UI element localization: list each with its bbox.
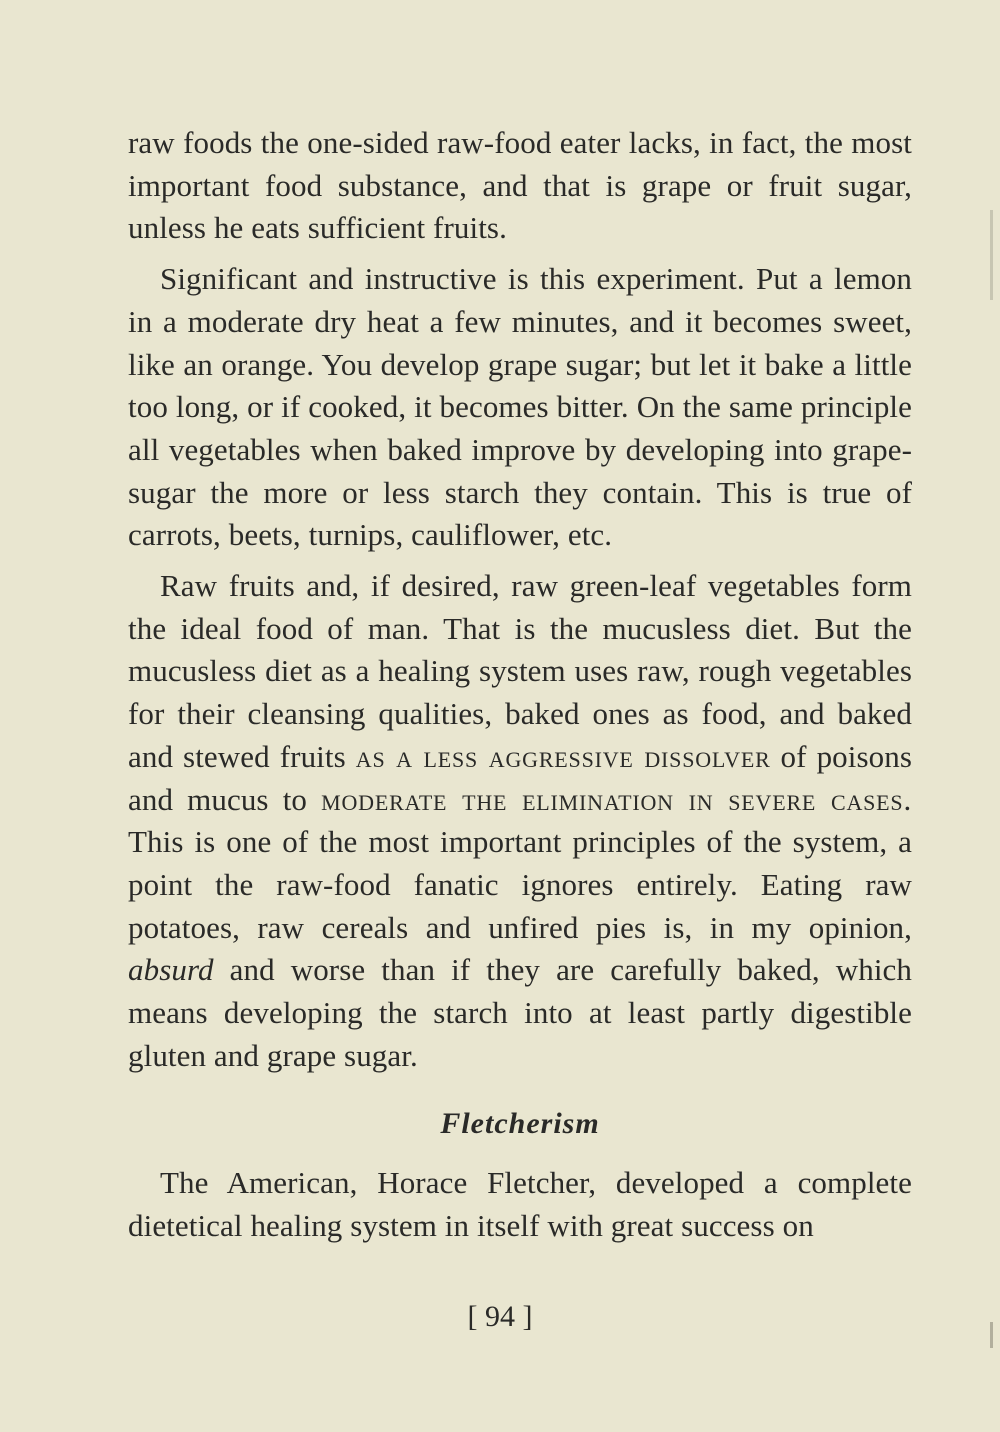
page-number: [ 94 ]	[467, 1300, 533, 1333]
paragraph-mucusless-diet	[128, 565, 912, 1077]
body-text	[128, 122, 912, 1256]
page-edge-mark	[990, 210, 993, 300]
paragraph-raw-foods: raw foods the one-sided raw-food eater lacks, in fact, the most important food substance, and that is grape or fruit sugar, unless he eats sufficient fruits.	[128, 125, 912, 246]
text-segment: This is one of the most important principles of the system, a point the raw-food fanatic ignores entirely. Eating raw potatoes, raw cereals and unfired pies is, in my opinion,	[128, 824, 912, 945]
italic-emphasis: absurd	[128, 952, 214, 988]
paragraph-fletcher: The American, Horace Fletcher, developed a complete dietetical healing system in itself with great success on	[128, 1165, 912, 1243]
small-caps-text: as a less aggressive dissolver	[355, 738, 771, 774]
text-segment: and worse than if they are carefully baked, which means developing the starch into at least partly digestible gluten and grape sugar.	[128, 952, 912, 1073]
text-segment: of poisons and mucus to	[128, 738, 913, 817]
small-caps-text: moderate the elimination in severe cases.	[321, 781, 912, 817]
section-heading: Fletcherism	[440, 1107, 600, 1141]
page-edge-mark	[990, 1322, 993, 1348]
paragraph-lemon-experiment: Significant and instructive is this experiment. Put a lemon in a moderate dry heat a few minutes, and it becomes sweet, like an orange. You develop grape sugar; but let it bake a little too long, or if cooked, it becomes bitter. On the same principle all vegetables when baked improve by developing into grape-sugar the more or less starch they contain. This is true of carrots, beets, turnips, cauliflower, etc.	[128, 261, 912, 553]
text-segment: Raw fruits and, if desired, raw green-leaf vegetables form the ideal food of man. That is the mucusless diet. But the mucusless diet as a healing system uses raw, rough vegetables for their cleansing qualities, baked ones as food, and baked and stewed fruits	[128, 568, 912, 774]
